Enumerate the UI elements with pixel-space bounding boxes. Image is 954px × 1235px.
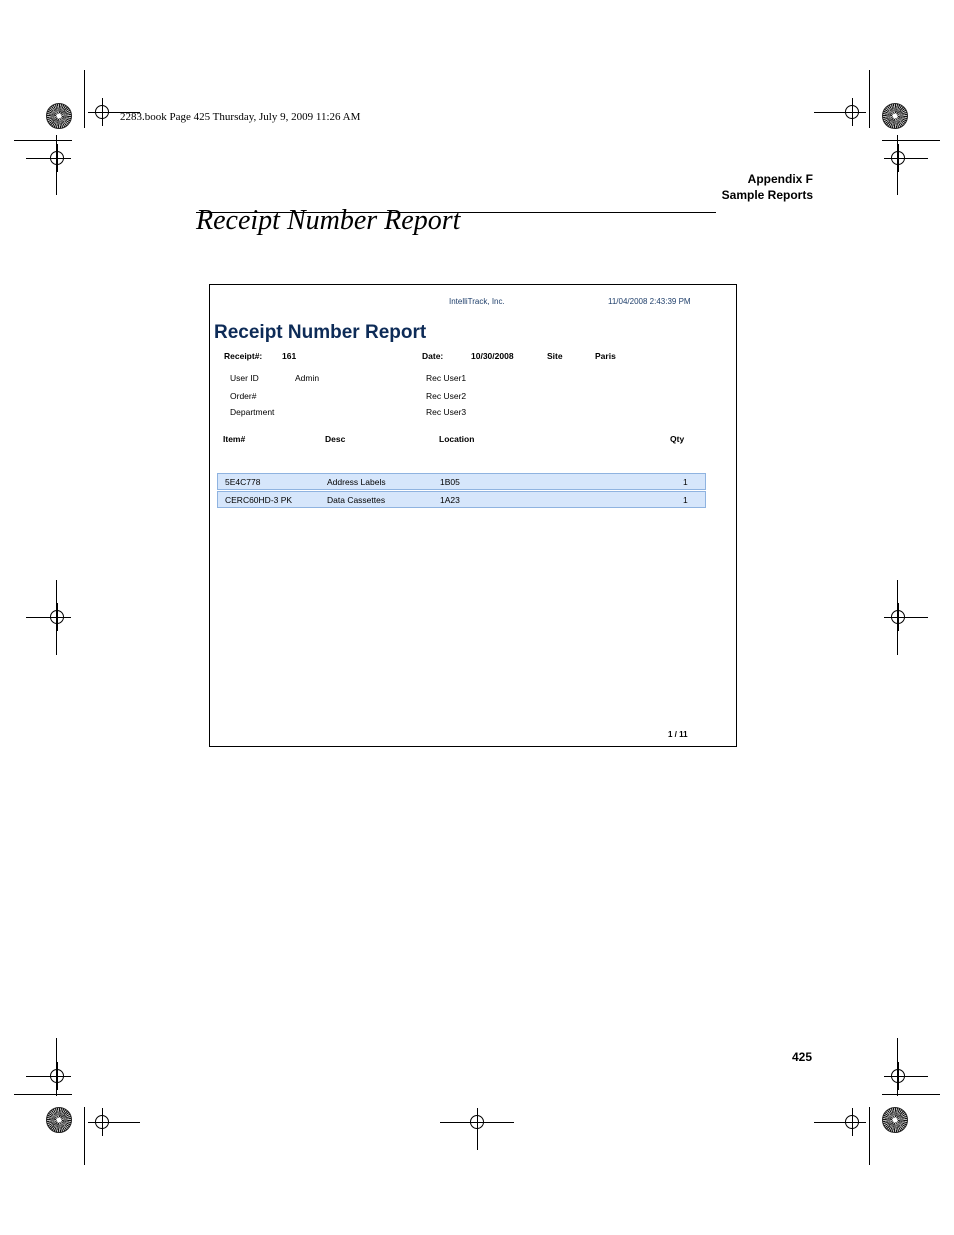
user-id-value: Admin	[295, 373, 320, 383]
color-bar-icon	[46, 1107, 72, 1133]
cell-desc: Address Labels	[327, 477, 386, 487]
order-label: Order#	[230, 391, 257, 401]
table-row[interactable]	[217, 491, 706, 508]
header-appendix: Appendix F	[747, 172, 813, 186]
color-bar-icon	[882, 103, 908, 129]
column-header-desc: Desc	[325, 434, 346, 444]
report-company: IntelliTrack, Inc.	[449, 297, 505, 306]
rec-user1-label: Rec User1	[426, 373, 467, 383]
report-timestamp: 11/04/2008 2:43:39 PM	[608, 297, 691, 306]
site-value: Paris	[595, 351, 616, 361]
page-number: 425	[792, 1050, 813, 1064]
cell-item: CERC60HD-3 PK	[225, 495, 293, 505]
receipt-value: 161	[282, 351, 297, 361]
cell-qty: 1	[683, 495, 688, 505]
receipt-label: Receipt#:	[224, 351, 263, 361]
color-bar-icon	[46, 103, 72, 129]
cell-qty: 1	[683, 477, 688, 487]
running-header	[722, 171, 813, 203]
header-section: Sample Reports	[721, 188, 813, 202]
table-row[interactable]	[217, 473, 706, 490]
date-label: Date:	[422, 351, 444, 361]
column-header-qty: Qty	[670, 434, 685, 444]
cell-desc: Data Cassettes	[327, 495, 386, 505]
site-label: Site	[547, 351, 563, 361]
cell-location: 1B05	[440, 477, 460, 487]
print-slug: 2283.book Page 425 Thursday, July 9, 2009 11:26 AM	[120, 111, 361, 123]
cell-location: 1A23	[440, 495, 460, 505]
report-screenshot	[209, 284, 737, 747]
rec-user3-label: Rec User3	[426, 407, 467, 417]
user-id-label: User ID	[230, 373, 259, 383]
date-value: 10/30/2008	[471, 351, 514, 361]
page-title: Receipt Number Report	[196, 205, 461, 236]
cell-item: 5E4C778	[225, 477, 261, 487]
column-header-item: Item#	[223, 434, 246, 444]
column-header-location: Location	[439, 434, 475, 444]
rec-user2-label: Rec User2	[426, 391, 467, 401]
color-bar-icon	[882, 1107, 908, 1133]
report-title: Receipt Number Report	[214, 322, 427, 343]
department-label: Department	[230, 407, 275, 417]
report-page-count: 1 / 11	[668, 730, 688, 739]
